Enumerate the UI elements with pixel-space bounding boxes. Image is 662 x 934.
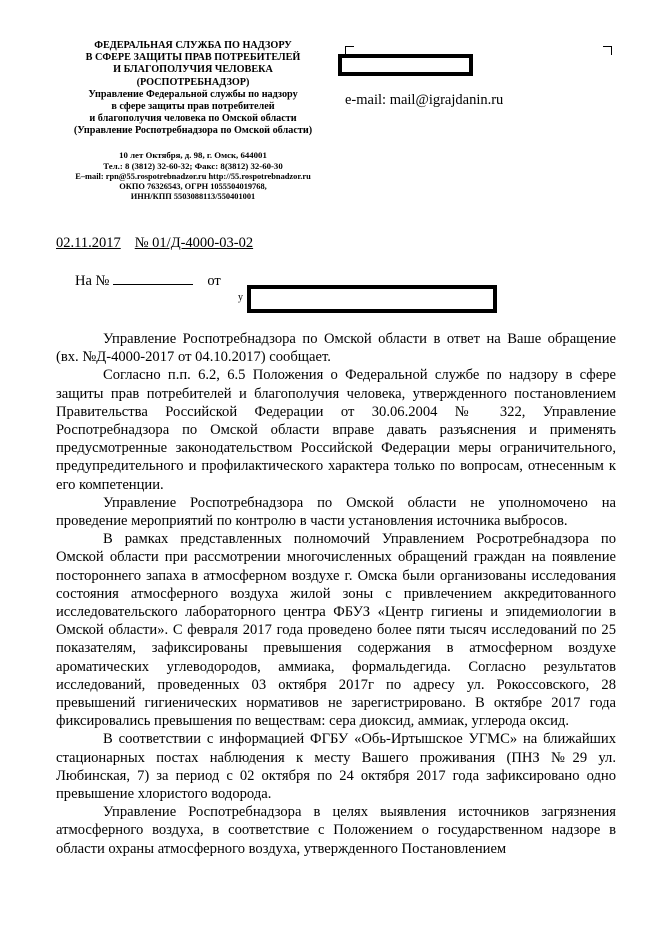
body-paragraph-3: Управление Роспотребнадзора по Омской области не уполномочено на проведение мероприятий по контролю в части установления источника выбросов.	[56, 494, 616, 530]
registration-date: 02.11.2017	[56, 235, 121, 251]
email-line: E–mail: rpn@55.rospotrebnadzor.ru http://55.rospotrebnadzor.ru	[75, 171, 311, 181]
recipient-corner-right	[603, 46, 612, 55]
body-paragraph-2: Согласно п.п. 6.2, 6.5 Положения о Федеральной службе по надзору в сфере защиты прав потребителей и благополучия человека, утвержденного постановлением Правительства Российской Федерации от 30.06.2004 № 322, Управление Роспотребнадзора по Омской области вправе давать разъяснения и применять предусмотренные законодательством Российской Федерации меры ограничительного, предупредительного и профилактического характера только по вопросам, отнесенным к его компетенции.	[56, 367, 616, 493]
letter-body	[56, 330, 616, 858]
reference-number-blank	[113, 272, 193, 285]
department-line-2: в сфере защиты прав потребителей	[111, 101, 275, 113]
address-line: 10 лет Октября, д. 98, г. Омск, 644001	[119, 149, 267, 160]
agency-line-3: И БЛАГОПОЛУЧИЯ ЧЕЛОВЕКА	[113, 64, 273, 76]
recipient-redaction	[338, 54, 473, 76]
body-paragraph-4: В рамках представленных полномочий Управлением Росротребнадзора по Омской области при рассмотрении многочисленных обращений граждан на появление постороннего запаха в атмосферном воздухе г. Омска были организованы исследования состояния атмосферного воздуха жилой зоны с привлечением аккредитованного исследовательского лабораторного центра ФБУЗ «Центр гигиены и эпидемиологии в Омской области». С февраля 2017 года проведено более пяти тысяч исследований по 25 показателям, зафиксированы превышения содержания в атмосферном воздухе ароматических углеводородов, аммиака, формальдегида. Согласно результатов исследований, проведенных 03 октября 2017г по адресу ул. Рокоссовского, 28 превышений гигиенических нормативов не зарегистрировано. В октябре 2017 года фиксировались превышения по веществам: сера диоксид, аммиак, углерода оксид.	[56, 531, 616, 730]
reference-na-label: На №	[75, 273, 110, 289]
u-mark: у	[238, 292, 243, 303]
registration-line	[56, 235, 267, 252]
codes-line: ОКПО 76326543, ОГРН 1055504019768,	[119, 181, 267, 191]
agency-line-2: В СФЕРЕ ЗАЩИТЫ ПРАВ ПОТРЕБИТЕЛЕЙ	[85, 52, 301, 64]
letterhead	[58, 40, 328, 202]
body-paragraph-1: Управление Роспотребнадзора по Омской области в ответ на Ваше обращение (вх. №Д-4000-2017 от 04.10.2017) сообщает.	[56, 331, 616, 366]
addressee-redaction	[247, 285, 497, 313]
phone-line: Тел.: 8 (3812) 32-60-32; Факс: 8(3812) 32-60-30	[103, 160, 283, 171]
body-paragraph-5: В соответствии с информацией ФГБУ «Обь-Иртышское УГМС» на ближайших стационарных постах наблюдения к месту Вашего проживания (ПНЗ №29 ул. Любинская, 7) за период с 02 октября по 24 октября 2017 года зафиксировано одно превышение хлористого водорода.	[56, 731, 616, 803]
reference-row	[75, 272, 221, 290]
department-line-3: и благополучия человека по Омской области	[89, 113, 297, 125]
reference-ot-label: от	[207, 273, 221, 289]
registration-number: № 01/Д-4000-03-02	[134, 235, 254, 251]
agency-line-1: ФЕДЕРАЛЬНАЯ СЛУЖБА ПО НАДЗОРУ	[94, 40, 292, 51]
inn-line: ИНН/КПП 5503088113/550401001	[130, 191, 256, 201]
recipient-email: e-mail: mail@igrajdanin.ru	[345, 92, 504, 108]
body-paragraph-6: Управление Роспотребнадзора в целях выявления источников загрязнения атмосферного воздуха, в соответствие с Положением о государственном надзоре в области охраны атмосферного воздуха, утвержденного Постановлением	[56, 804, 616, 857]
department-line-4: (Управление Роспотребнадзора по Омской области)	[73, 125, 313, 137]
agency-line-4: (РОСПОТРЕБНАДЗОР)	[136, 76, 250, 88]
department-line-1: Управление Федеральной службы по надзору	[88, 88, 298, 100]
